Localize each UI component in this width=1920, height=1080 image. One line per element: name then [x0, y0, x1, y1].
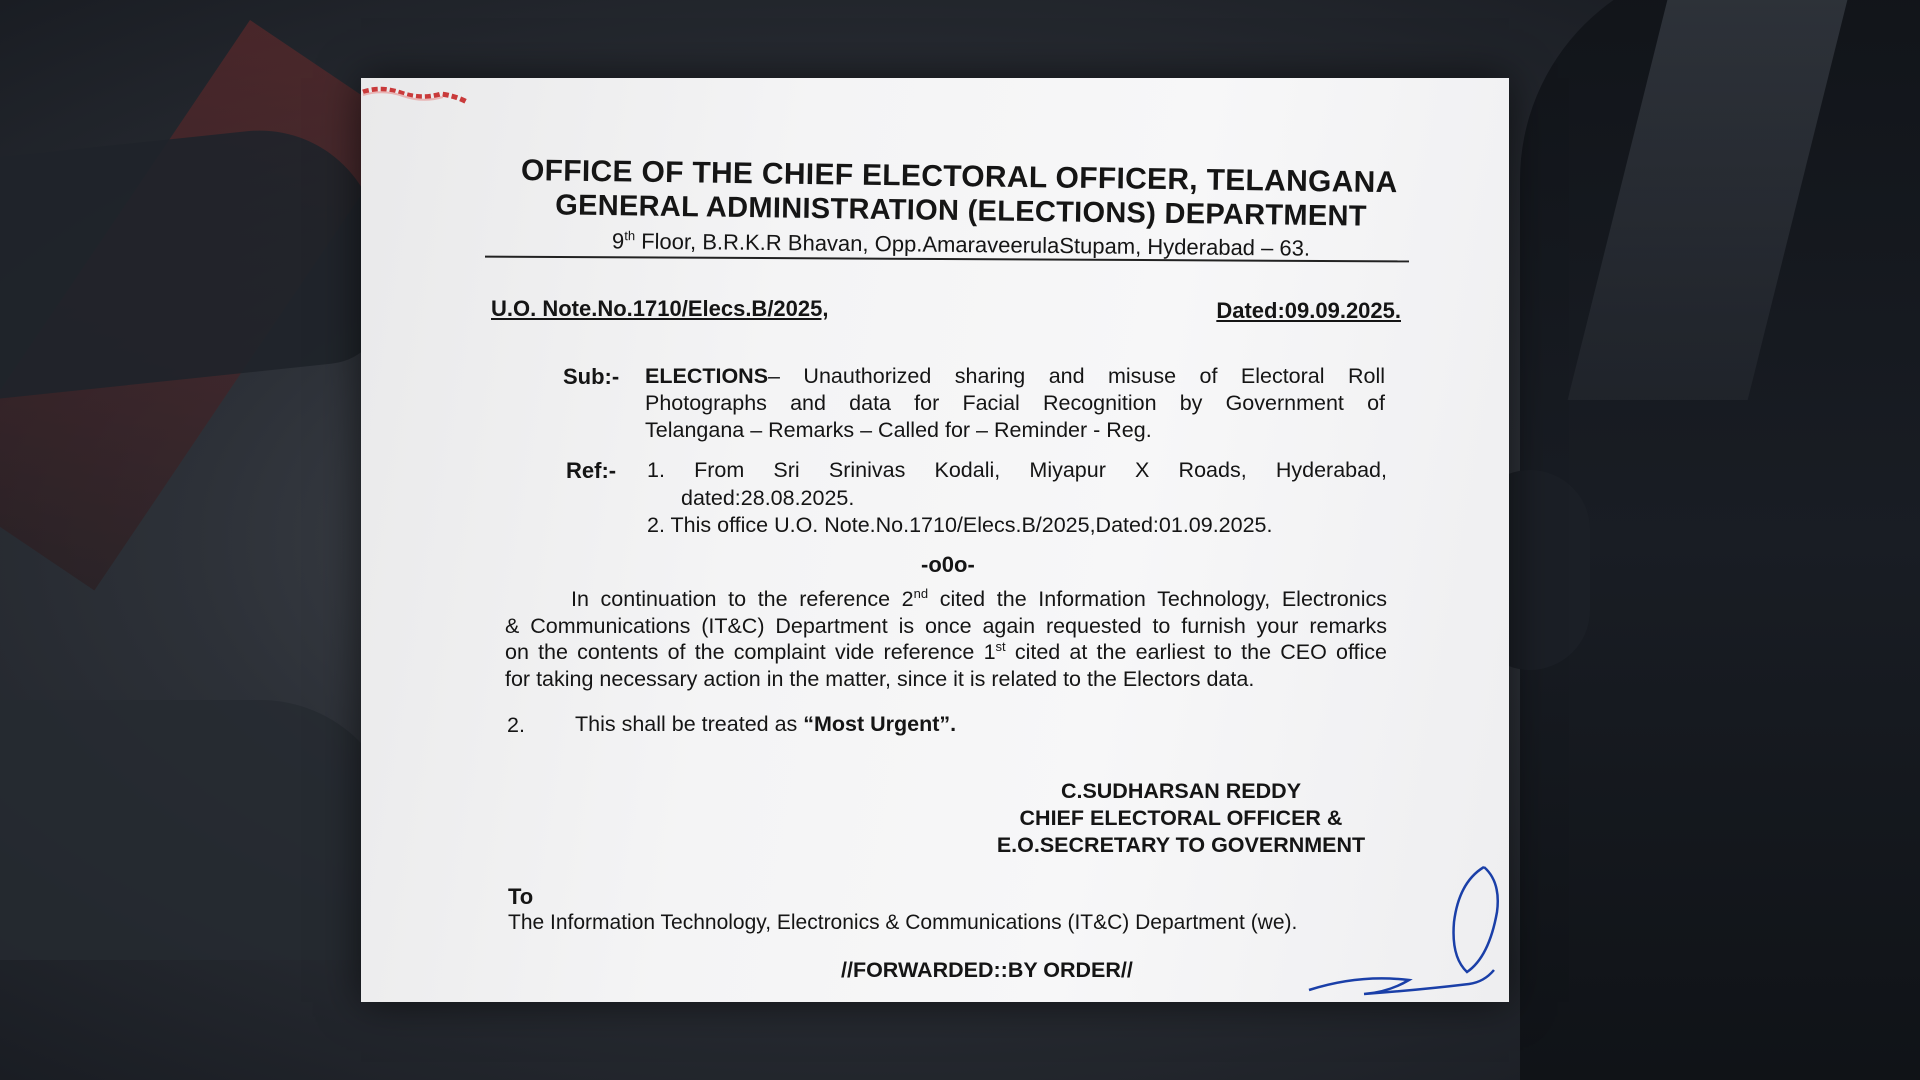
office-address: 9th Floor, B.R.K.R Bhavan, Opp.AmaraveerulaStupam, Hyderabad – 63. — [611, 228, 1311, 261]
background-sleeve — [0, 700, 400, 960]
background-arm — [0, 119, 391, 402]
subject-line-2: Photographs and data for Facial Recognition by Government of — [645, 391, 1385, 415]
signatory-name: C.SUDHARSAN REDDY — [1060, 779, 1302, 803]
reference-label: Ref:- — [566, 458, 617, 483]
uo-note-number: U.O. Note.No.1710/Elecs.B/2025, — [491, 296, 829, 321]
reference-item-2: 2. This office U.O. Note.No.1710/Elecs.B/2025,Dated:01.09.2025. — [647, 513, 1273, 537]
subject-line-1: ELECTIONS– Unauthorized sharing and misuse of Electoral Roll — [645, 364, 1385, 388]
paragraph-line: for taking necessary action in the matter, since it is related to the Electors data. — [505, 666, 1255, 691]
paragraph-line: & Communications (IT&C) Department is once again requested to furnish your remarks — [505, 613, 1387, 638]
document-page — [361, 78, 1509, 1002]
forwarded-by-order: //FORWARDED::BY ORDER// — [841, 958, 1133, 982]
signatory-block — [961, 778, 1401, 859]
red-thread — [361, 84, 471, 104]
subject-label: Sub:- — [563, 364, 620, 389]
paragraph-line: In continuation to the reference 2nd cited the Information Technology, Electronics — [571, 585, 1387, 611]
subject-line-3: Telangana – Remarks – Called for – Reminder - Reg. — [645, 418, 1152, 442]
body-paragraph-2: This shall be treated as “Most Urgent”. — [575, 712, 957, 736]
signatory-title: CHIEF ELECTORAL OFFICER & — [1019, 806, 1343, 830]
reference-item-1-date: dated:28.08.2025. — [681, 486, 855, 510]
office-title: OFFICE OF THE CHIEF ELECTORAL OFFICER, TELANGANA — [520, 153, 1398, 200]
document-date: Dated:09.09.2025. — [1216, 298, 1401, 323]
department-title: GENERAL ADMINISTRATION (ELECTIONS) DEPARTMENT — [555, 189, 1367, 233]
signatory-title: E.O.SECRETARY TO GOVERNMENT — [996, 833, 1366, 857]
handwritten-signature — [1269, 862, 1509, 1002]
paragraph-2-number: 2. — [507, 713, 525, 737]
section-separator: -o0o- — [921, 552, 975, 577]
recipient-label: To — [508, 884, 534, 909]
recipient-name: The Information Technology, Electronics & Communications (IT&C) Department (we). — [508, 911, 1298, 934]
paragraph-line: on the contents of the complaint vide reference 1st cited at the earliest to the CEO office — [505, 638, 1387, 664]
reference-item-1: 1. From Sri Srinivas Kodali, Miyapur X Roads, Hyderabad, — [647, 458, 1387, 482]
body-paragraph-1 — [505, 586, 1387, 692]
